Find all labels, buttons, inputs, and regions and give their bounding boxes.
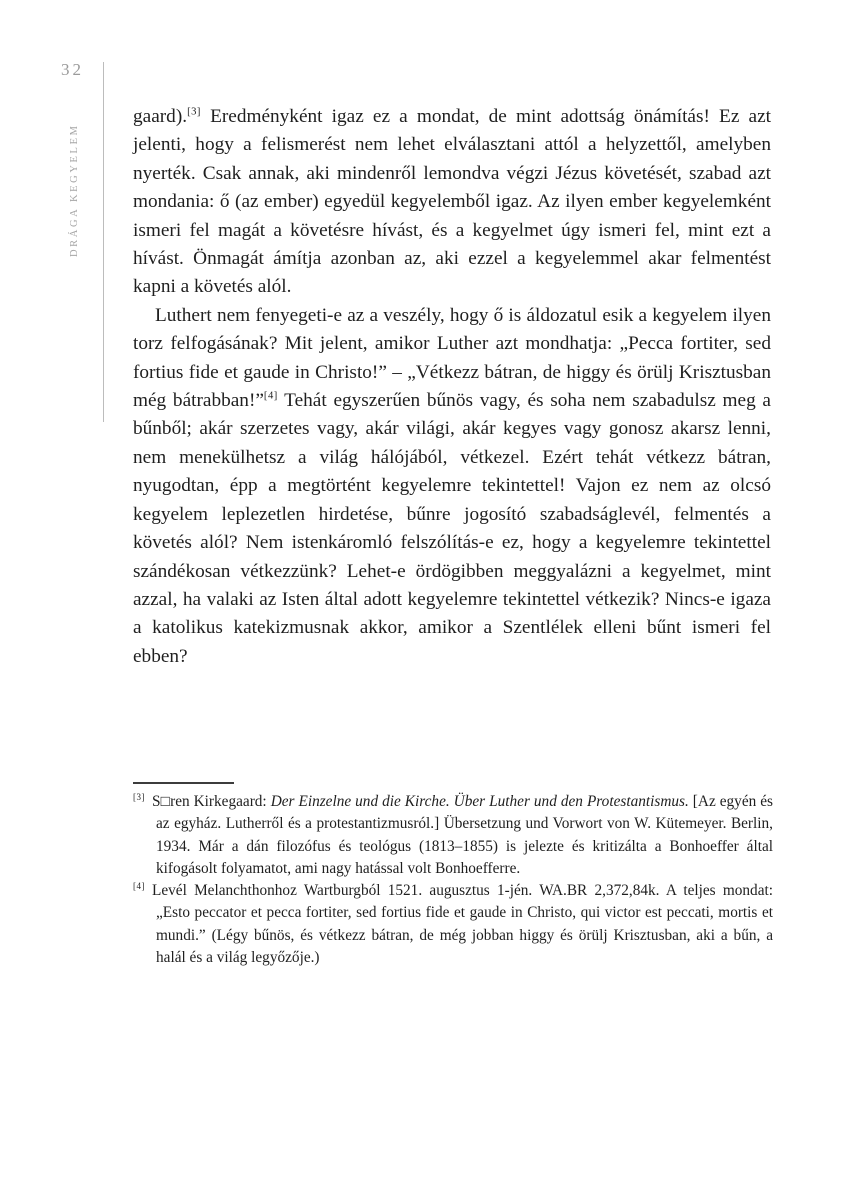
footnotes-section — [133, 782, 773, 969]
footnote-1-text: S□ren Kirkegaard: Der Einzelne und die Kirche. Über Luther und den Protestantismus. [Az egyén és az egyház. Lutherről és a protestantizmusról.] Übersetzung und Vorwort von W. Kütemeyer. Berlin, 1934. Már a dán filozófus és teológus (1813–1855) is jelezte és kritizálta a Bonhoeffer által kifogásolt folyamatot, ami nagy hatással volt Bonhoefferre. — [152, 793, 773, 877]
footnote-separator — [133, 782, 234, 784]
body-text — [133, 103, 771, 671]
footnote-2 — [133, 880, 773, 969]
footnote-1-marker: [3] — [133, 791, 145, 802]
footnote-2-text: Levél Melanchthonhoz Wartburgból 1521. augusztus 1-jén. WA.BR 2,372,84k. A teljes mondat: „Esto peccator et pecca fortiter, sed fortius fide et gaude in Christo, qui victor est peccati, mortis et mundi.” (Légy bűnös, és vétkezz bátran, de még jobban higgy és örülj Krisztusban, aki a bűn, a halál és a világ legyőzője.) — [152, 882, 773, 967]
margin-rule — [103, 62, 104, 422]
paragraph-2: Luthert nem fenyegeti-e az a veszély, hogy ő is áldozatul esik a kegyelem ilyen torz felfogásának? Mit jelent, amikor Luther azt mondhatja: „Pecca fortiter, sed fortius fide et gaude in Christo!” – „Vétkezz bátran, de higgy és örülj Krisztusban még bátrabban!”[4] Tehát egyszerűen bűnös vagy, és soha nem szabadulsz meg a bűnből; akár szerzetes vagy, akár világi, akár kegyes vagy gonosz akarsz lenni, nem menekülhetsz a világ hálójából, vétkezel. Ezért tehát vétkezz bátran, nyugodtan, épp a megtörtént kegyelemre tekintettel! Vajon ez nem az olcsó kegyelem leplezetlen hirdetése, bűnre jogosító szabadságlevél, felmentés a követés alól? Nem istenkáromló felszólítás-e ez, hogy a kegyelemre tekintettel szándékosan vétkezzünk? Lehet-e ördögibben meggyalázni a kegyelmet, mint azzal, ha valaki az Isten által adott kegyelemre tekintettel vétkezik? Nincs-e igaza a katolikus katekizmusnak akkor, amikor a Szentlélek elleni bűnt ismeri fel ebben? — [133, 304, 771, 667]
paragraph-1: gaard).[3] Eredményként igaz ez a mondat, de mint adottság önámítás! Ez azt jelenti, hogy a felismerést nem lehet elválasztani attól a helyzettől, amelyben nyerték. Csak annak, aki mindenről lemondva végzi Jézus követését, szabad azt mondania: ő (az ember) egyedül kegyelemből igaz. Az ilyen ember kegyelemként ismeri fel magát a követésre hívást, és a kegyelmet úgy ismeri fel, mint ezt a hívást. Önmagát ámítja azonban az, aki ezzel a kegyelemmel akar felmentést kapni a követés alól. — [133, 106, 771, 298]
page-number: 32 — [61, 60, 84, 79]
running-title: DRÁGA KEGYELEM — [69, 123, 80, 257]
footnote-1 — [133, 791, 773, 880]
footnote-2-marker: [4] — [133, 881, 145, 892]
